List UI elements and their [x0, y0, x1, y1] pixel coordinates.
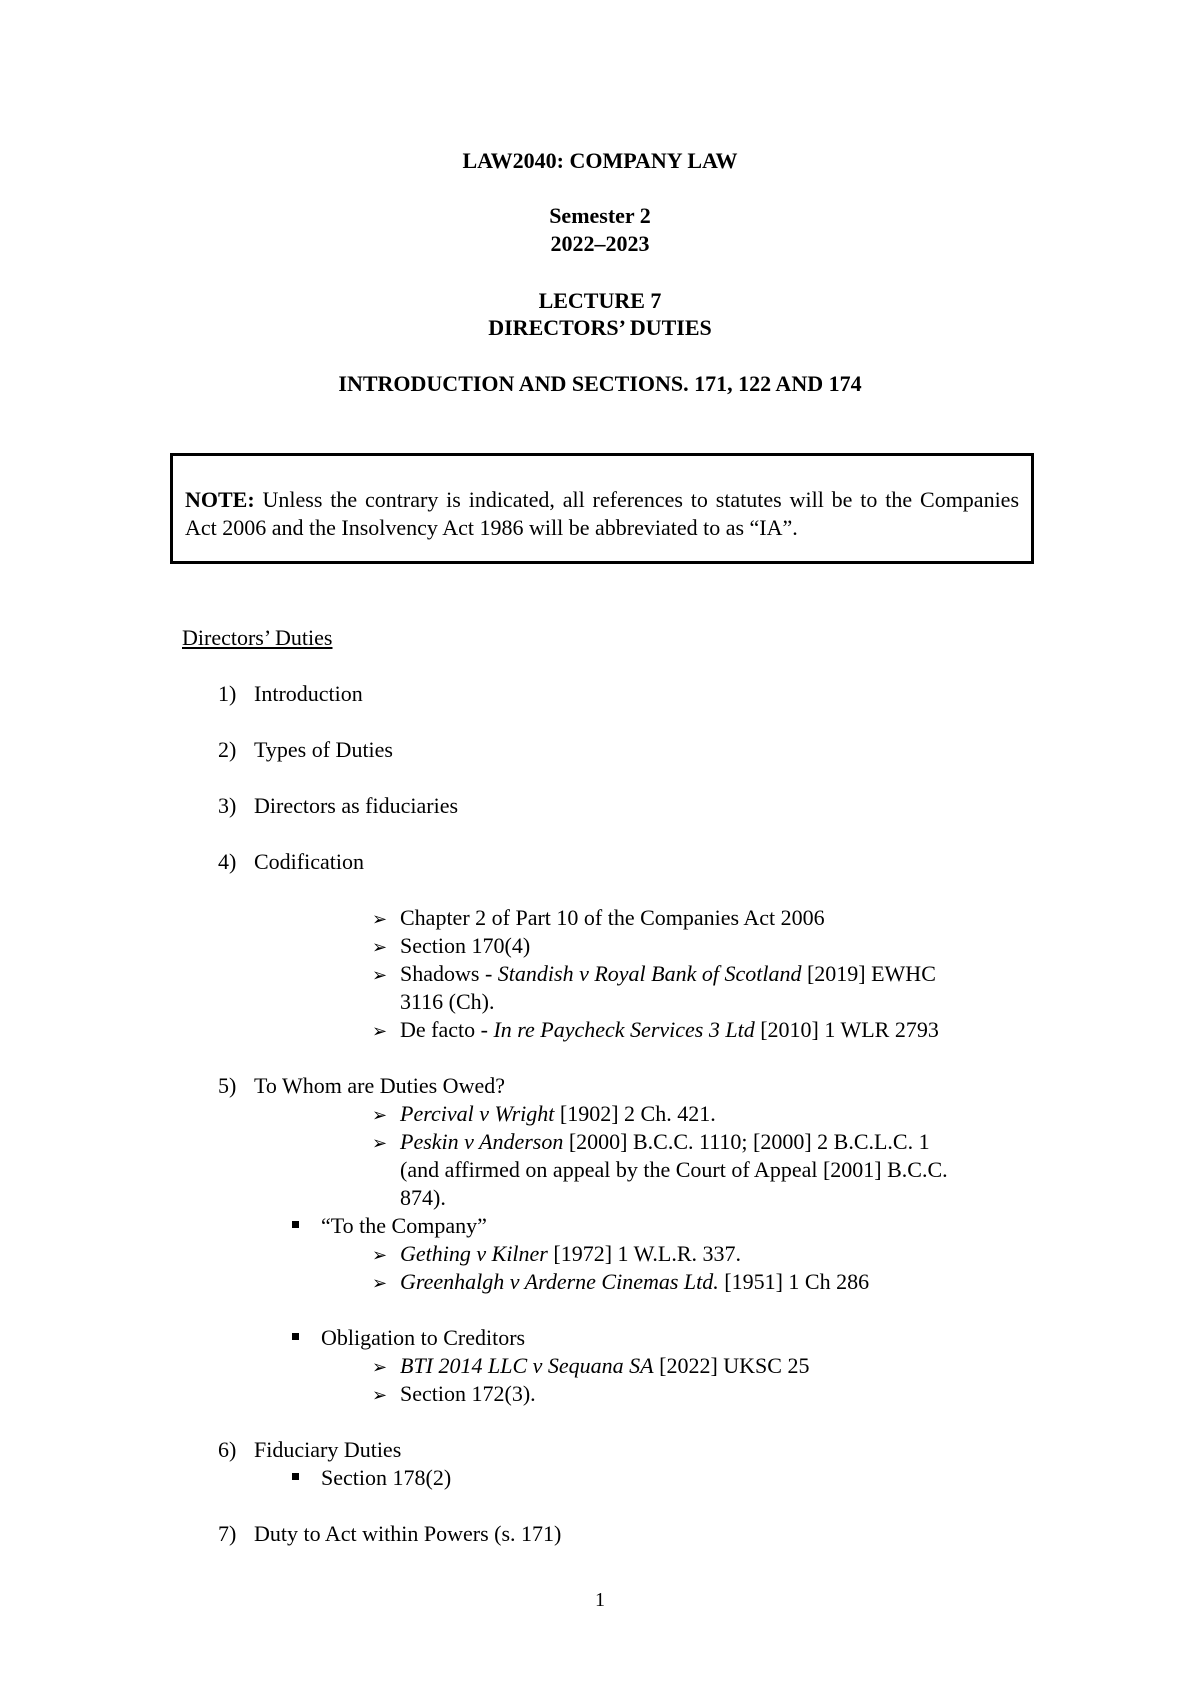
case-name: Greenhalgh v Arderne Cinemas Ltd. — [400, 1269, 719, 1294]
note-label: NOTE: — [185, 487, 255, 512]
outline-number: 1) — [218, 681, 237, 706]
lecture-number: LECTURE 7 — [538, 288, 662, 313]
note-box — [170, 453, 1034, 564]
list-item: ➢ Chapter 2 of Part 10 of the Companies Act 2006 — [372, 904, 825, 933]
arrow-bullet-icon: ➢ — [372, 1245, 388, 1265]
arrow-bullet-icon: ➢ — [372, 937, 388, 957]
outline-item-codification: Codification — [254, 849, 364, 874]
arrow-bullet-icon: ➢ — [372, 965, 388, 985]
page-number: 1 — [595, 1589, 605, 1611]
lecture-topic: DIRECTORS’ DUTIES — [488, 315, 712, 340]
list-item: ➢ Section 170(4) — [372, 932, 530, 961]
outline-item-duty-within-powers: Duty to Act within Powers (s. 171) — [254, 1521, 562, 1546]
outline-number: 2) — [218, 737, 237, 762]
course-title: LAW2040: COMPANY LAW — [462, 148, 738, 173]
note-line-1: Unless the contrary is indicated, all references to statutes will be to the — [262, 487, 913, 512]
outline-item-fiduciary-duties: Fiduciary Duties — [254, 1437, 402, 1462]
case-name: Percival v Wright — [400, 1101, 555, 1126]
case-name: Gething v Kilner — [400, 1241, 548, 1266]
case-name: BTI 2014 LLC v Sequana SA — [400, 1353, 654, 1378]
outline-number: 6) — [218, 1437, 237, 1462]
list-item-continuation: 3116 (Ch). — [400, 989, 495, 1014]
square-bullet-icon — [292, 1333, 299, 1340]
outline-number: 5) — [218, 1073, 237, 1098]
list-item: ➢ Section 172(3). — [372, 1380, 536, 1409]
square-bullet-icon — [292, 1473, 299, 1480]
list-item-continuation: (and affirmed on appeal by the Court of Appeal [2001] B.C.C. — [400, 1157, 948, 1182]
square-bullet-item: Section 178(2) — [292, 1464, 451, 1492]
arrow-bullet-icon: ➢ — [372, 909, 388, 929]
arrow-bullet-icon: ➢ — [372, 1385, 388, 1405]
list-item: ➢ BTI 2014 LLC v Sequana SA [2022] UKSC 25 — [372, 1352, 809, 1381]
arrow-bullet-icon: ➢ — [372, 1357, 388, 1377]
academic-year: 2022–2023 — [550, 231, 650, 256]
list-item-continuation: 874). — [400, 1185, 446, 1210]
outline-item-fiduciaries: Directors as fiduciaries — [254, 793, 459, 818]
arrow-bullet-icon: ➢ — [372, 1273, 388, 1293]
list-item: ➢ De facto - In re Paycheck Services 3 Ltd [2010] 1 WLR 2793 — [372, 1016, 939, 1045]
outline-item-to-whom: To Whom are Duties Owed? — [254, 1073, 505, 1098]
lecture-subtitle: INTRODUCTION AND SECTIONS. 171, 122 AND 174 — [338, 371, 862, 396]
list-item: ➢ Shadows - Standish v Royal Bank of Scotland [2019] EWHC — [372, 960, 936, 989]
case-name: Standish v Royal Bank of Scotland — [497, 961, 802, 986]
arrow-bullet-icon: ➢ — [372, 1021, 388, 1041]
list-item: ➢ Gething v Kilner [1972] 1 W.L.R. 337. — [372, 1240, 741, 1269]
case-name: In re Paycheck Services 3 Ltd — [493, 1017, 755, 1042]
note-line-2: Companies Act 2006 and the Insolvency Act 1986 will be abbreviated to as “IA”. — [185, 487, 1020, 540]
case-name: Peskin v Anderson — [400, 1129, 564, 1154]
list-item: ➢ Percival v Wright [1902] 2 Ch. 421. — [372, 1100, 716, 1129]
section-heading: Directors’ Duties — [182, 625, 333, 650]
outline-number: 3) — [218, 793, 237, 818]
list-item: ➢ Peskin v Anderson [2000] B.C.C. 1110; [2000] 2 B.C.L.C. 1 — [372, 1128, 930, 1157]
square-bullet-icon — [292, 1221, 299, 1228]
outline-number: 4) — [218, 849, 237, 874]
outline-item-types-of-duties: Types of Duties — [254, 737, 393, 762]
semester-label: Semester 2 — [549, 203, 651, 228]
note-text — [185, 486, 1019, 542]
arrow-bullet-icon: ➢ — [372, 1105, 388, 1125]
square-bullet-item: “To the Company” — [292, 1212, 487, 1240]
outline-number: 7) — [218, 1521, 237, 1546]
square-bullet-item: Obligation to Creditors — [292, 1324, 525, 1352]
arrow-bullet-icon: ➢ — [372, 1133, 388, 1153]
list-item: ➢ Greenhalgh v Arderne Cinemas Ltd. [1951] 1 Ch 286 — [372, 1268, 869, 1297]
outline-item-introduction: Introduction — [254, 681, 363, 706]
